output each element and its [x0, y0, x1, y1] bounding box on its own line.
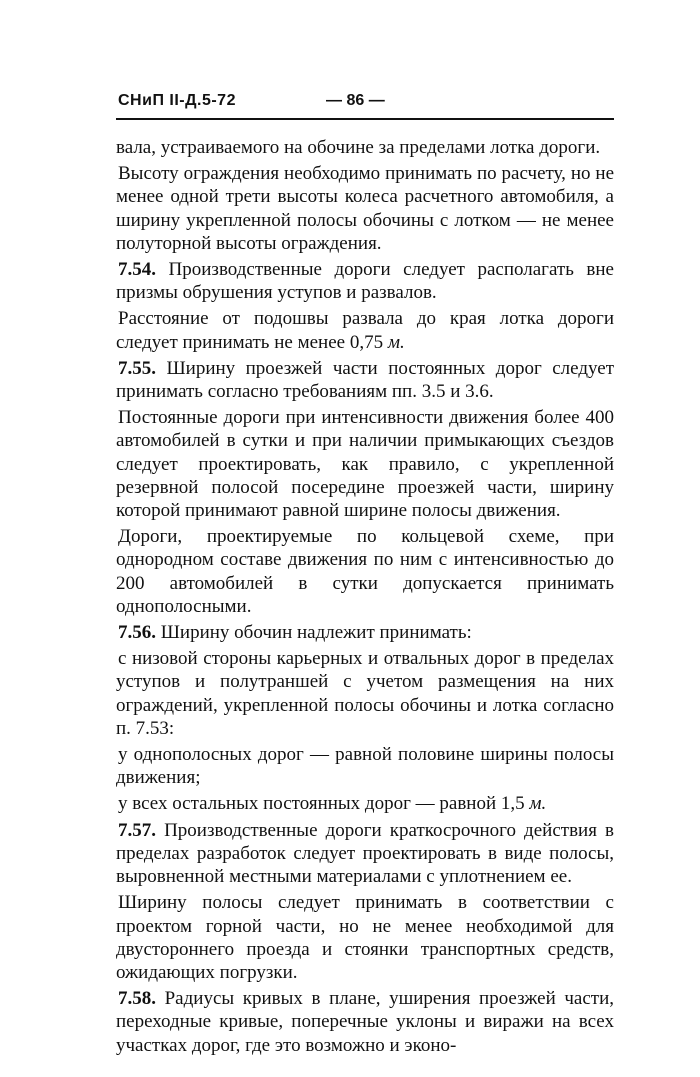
paragraph: у однополосных дорог — равной половине ширины полосы движения;: [116, 744, 614, 789]
paragraph: Дороги, проектируемые по кольцевой схеме, при однородном составе движения по ним с интенсивностью до 200 автомобилей в сутки допускается принимать однополосными.: [116, 526, 614, 617]
clause-number: 7.54.: [118, 259, 156, 281]
unit-label: м.: [529, 793, 547, 815]
clause-7-54: 7.54. Производственные дороги следует располагать вне призмы обрушения уступов и развалов.: [116, 259, 614, 304]
paragraph: Постоянные дороги при интенсивности движения более 400 автомобилей в сутки и при наличии примыкающих съездов следует проектировать, как правило, с укрепленной резервной полосой посередине проезжей части, ширину которой принимают равной ширине полосы движения.: [116, 407, 614, 522]
clause-7-55: 7.55. Ширину проезжей части постоянных дорог следует принимать согласно требованиям пп. 3.5 и 3.6.: [116, 357, 614, 403]
clause-number: 7.55.: [118, 357, 156, 379]
unit-label: м.: [387, 331, 405, 353]
clause-7-57: 7.57. Производственные дороги краткосрочного действия в пределах разработок следует проектировать в виде полосы, выровненной местными материалами с уплотнением ее.: [116, 819, 614, 888]
paragraph: Высоту ограждения необходимо принимать по расчету, но не менее одной трети высоты колеса расчетного автомобиля, а ширину укрепленной полосы обочины с лотком — не менее полуторной высоты ограждения.: [116, 163, 614, 254]
clause-number: 7.57.: [118, 819, 156, 841]
clause-7-58: 7.58. Радиусы кривых в плане, уширения проезжей части, переходные кривые, поперечные уклоны и виражи на всех участках дорог, где это возможно и эконо-: [116, 988, 614, 1056]
page-number: — 86 —: [326, 92, 385, 109]
paragraph: Расстояние от подошвы развала до края лотка дороги следует принимать не менее 0,75 м.: [116, 308, 614, 353]
paragraph: вала, устраиваемого на обочине за пределами лотка дороги.: [116, 137, 601, 158]
clause-number: 7.56.: [118, 622, 156, 644]
paragraph: с низовой стороны карьерных и отвальных дорог в пределах уступов и полутраншей с учетом размещения на них ограждений, укрепленной полосы обочины и лотка согласно п. 7.53:: [116, 648, 614, 739]
paragraph: Ширину полосы следует принимать в соответствии с проектом горной части, но не менее необходимой для двустороннего проезда и стоянки транспортных средств, ожидающих погрузки.: [116, 892, 614, 983]
document-code: СНиП II-Д.5-72: [118, 92, 236, 109]
clause-7-56: 7.56. Ширину обочин надлежит принимать:: [118, 622, 472, 644]
header-rule: [116, 118, 614, 120]
document-body: [116, 136, 614, 1060]
clause-number: 7.58.: [118, 988, 156, 1010]
page-header: [118, 90, 614, 116]
paragraph: у всех остальных постоянных дорог — равной 1,5 м.: [118, 793, 547, 815]
